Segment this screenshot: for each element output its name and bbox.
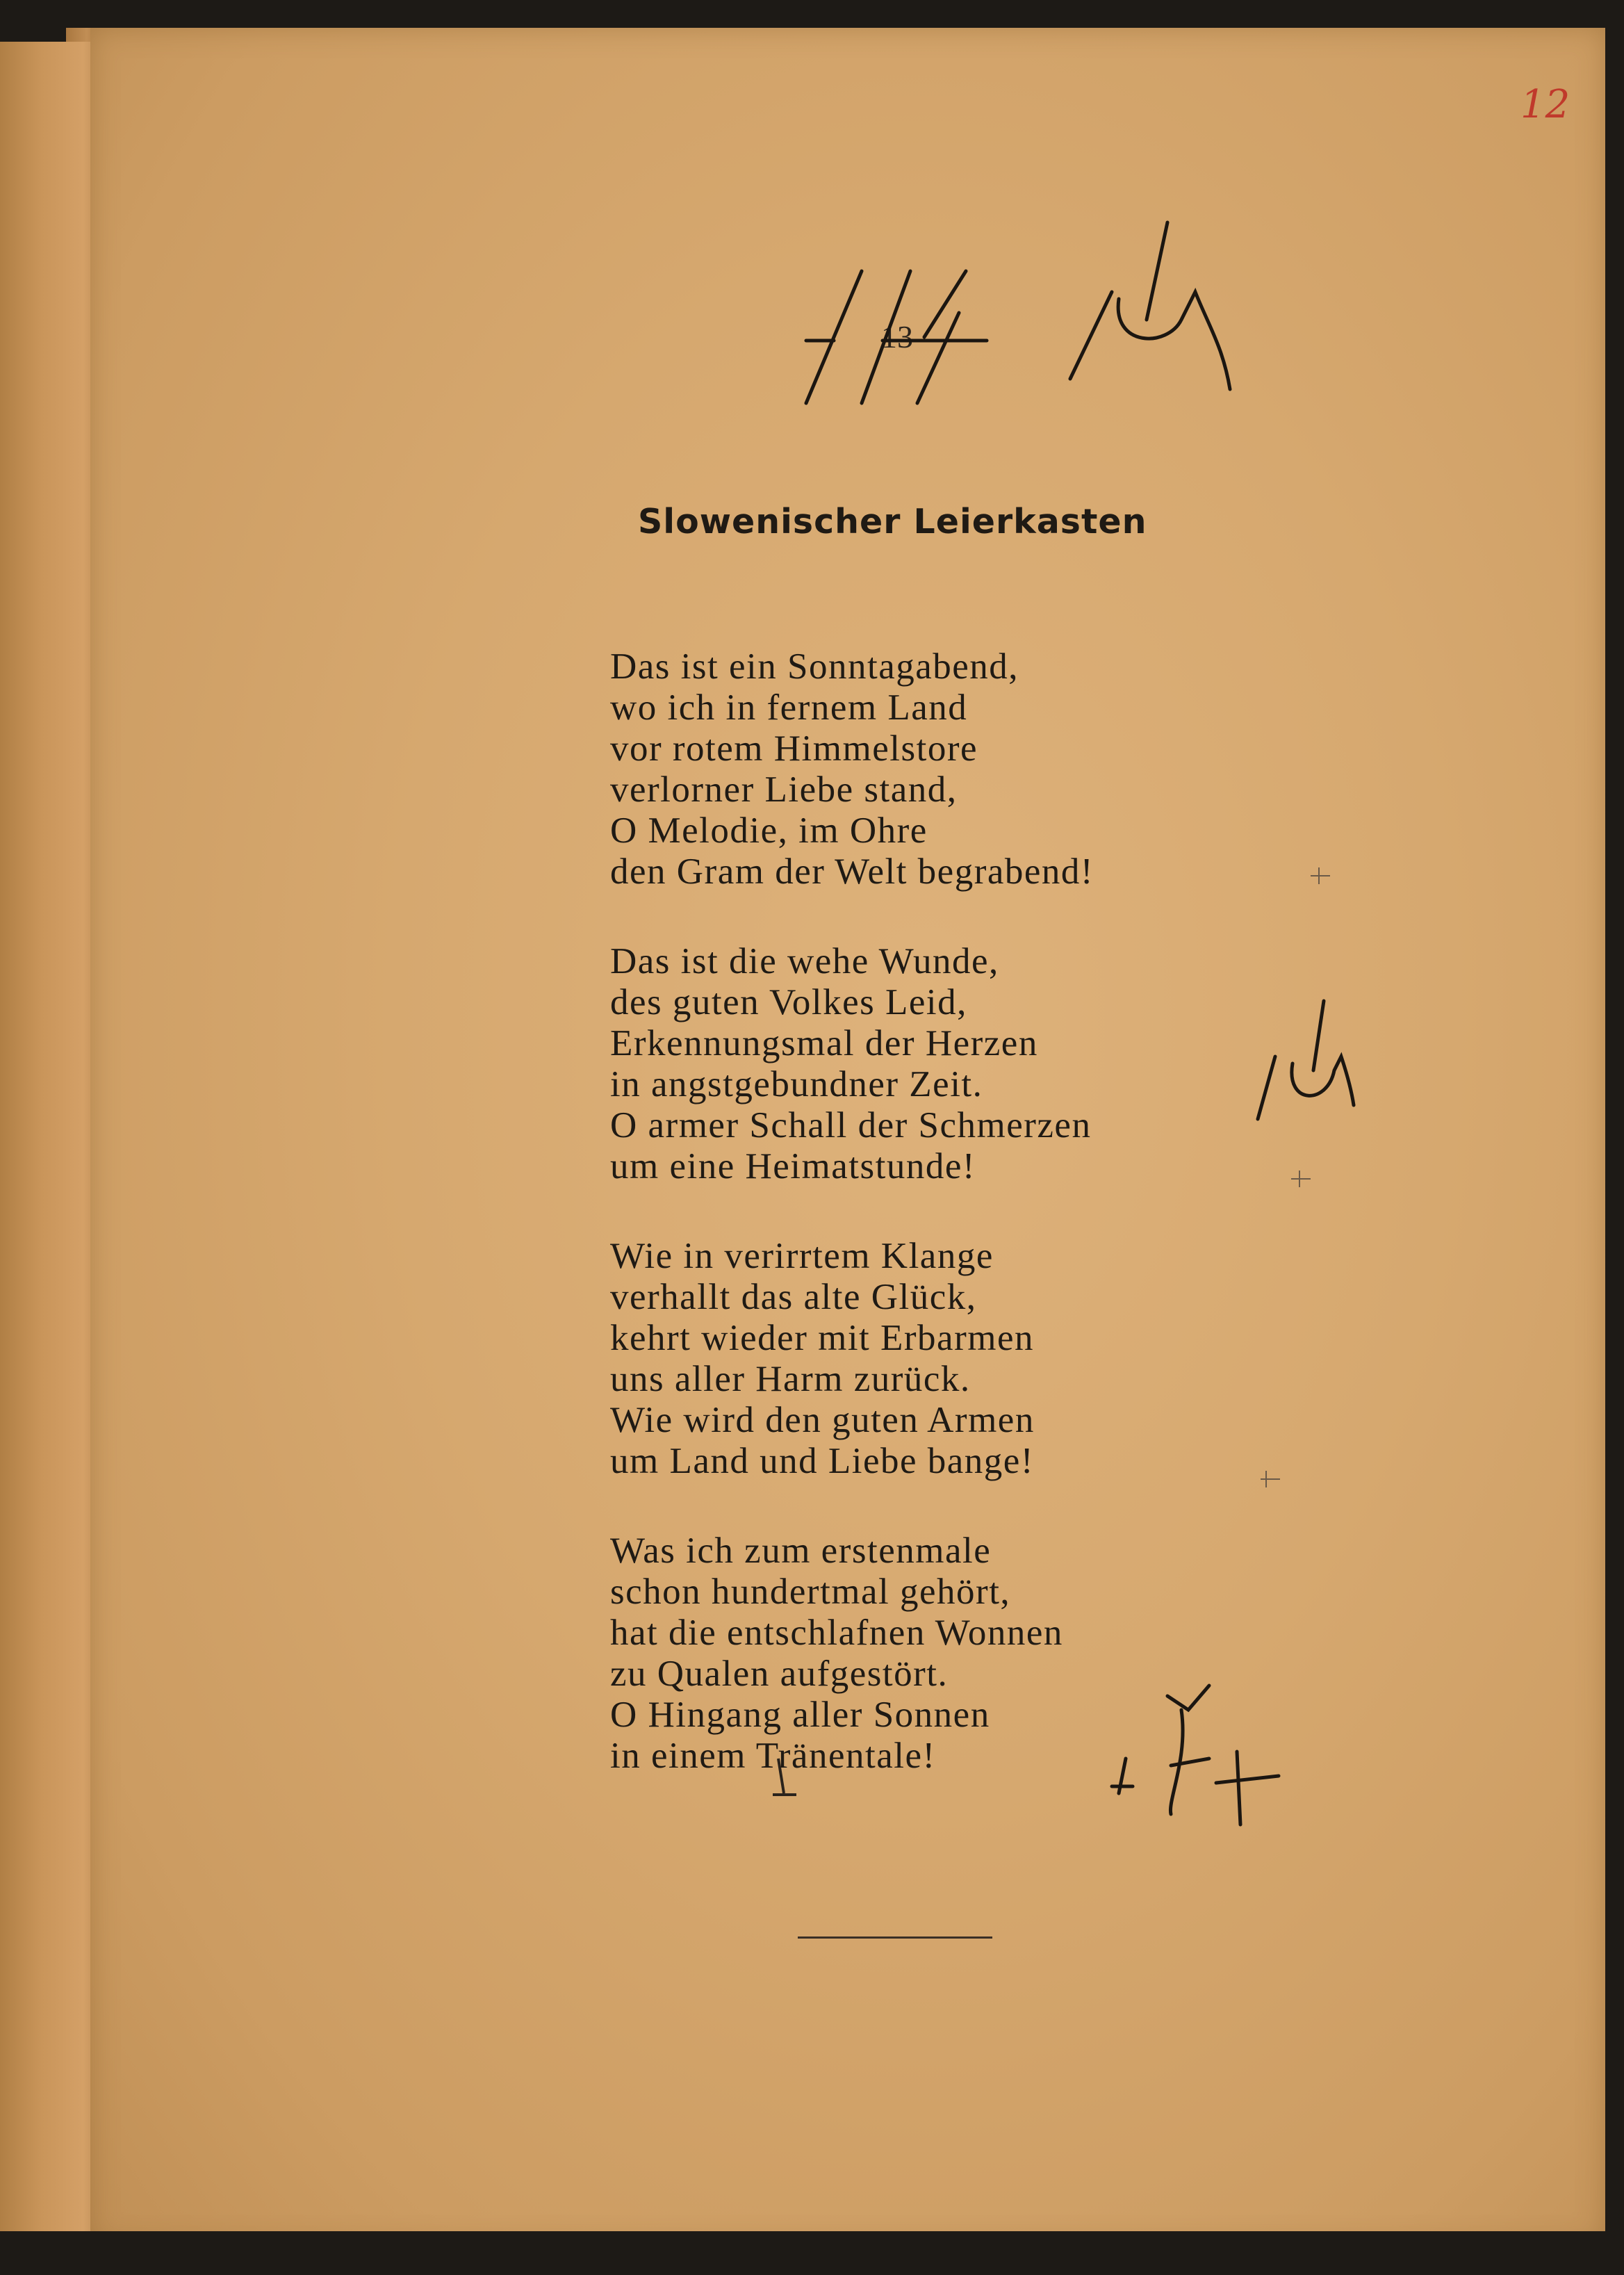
pencil-tick-mark <box>1287 1165 1315 1193</box>
poem-line: Das ist die wehe Wunde, <box>610 941 999 981</box>
poem-line: uns aller Harm zurück. <box>610 1359 971 1399</box>
poem-line: wo ich in fernem Land <box>610 687 968 728</box>
pencil-underline-mark <box>764 1752 806 1807</box>
poem-line: in einem Tränentale! <box>610 1736 936 1776</box>
poem-body <box>610 646 1236 1825</box>
poem-line: um Land und Liebe bange! <box>610 1441 1034 1481</box>
poem-line: den Gram der Welt begrabend! <box>610 851 1094 892</box>
handwritten-mark-top <box>778 209 1279 417</box>
handwritten-mark-middle <box>1237 987 1376 1126</box>
poem-line: O Hingang aller Sonnen <box>610 1695 990 1735</box>
poem-line: kehrt wieder mit Erbarmen <box>610 1318 1034 1358</box>
poem-line: verhallt das alte Glück, <box>610 1277 977 1317</box>
stanza-2 <box>610 941 1236 1187</box>
poem-line: verlorner Liebe stand, <box>610 769 958 810</box>
pencil-tick-mark <box>1256 1465 1284 1493</box>
stanza-1 <box>610 646 1236 892</box>
poem-line: Wie wird den guten Armen <box>610 1400 1035 1440</box>
poem-line: zu Qualen aufgestört. <box>610 1654 949 1694</box>
poem-line: vor rotem Himmelstore <box>610 728 978 769</box>
poem-line: Das ist ein Sonntagabend, <box>610 646 1019 687</box>
poem-line: schon hundertmal gehört, <box>610 1572 1011 1612</box>
stanza-3 <box>610 1236 1236 1482</box>
printed-page-number: 13 <box>881 319 913 354</box>
pencil-tick-mark <box>1306 862 1334 890</box>
poem-line: O Melodie, im Ohre <box>610 810 928 851</box>
folio-number: 12 <box>1520 82 1570 127</box>
poem-title: Slowenischer Leierkasten <box>638 502 1147 541</box>
end-rule <box>798 1936 992 1939</box>
poem-line: um eine Heimatstunde! <box>610 1146 976 1187</box>
poem-line: Wie in verirrtem Klange <box>610 1236 994 1276</box>
poem-line: des guten Volkes Leid, <box>610 982 967 1022</box>
poem-line: hat die entschlafnen Wonnen <box>610 1613 1063 1653</box>
left-page-edge <box>0 42 104 2273</box>
poem-line: Was ich zum erstenmale <box>610 1531 992 1571</box>
scan-border <box>0 2231 1624 2275</box>
handwritten-mark-bottom <box>1105 1682 1299 1842</box>
poem-line: in angstgebundner Zeit. <box>610 1064 983 1104</box>
poem-line: O armer Schall der Schmerzen <box>610 1105 1092 1145</box>
poem-line: Erkennungsmal der Herzen <box>610 1023 1038 1063</box>
